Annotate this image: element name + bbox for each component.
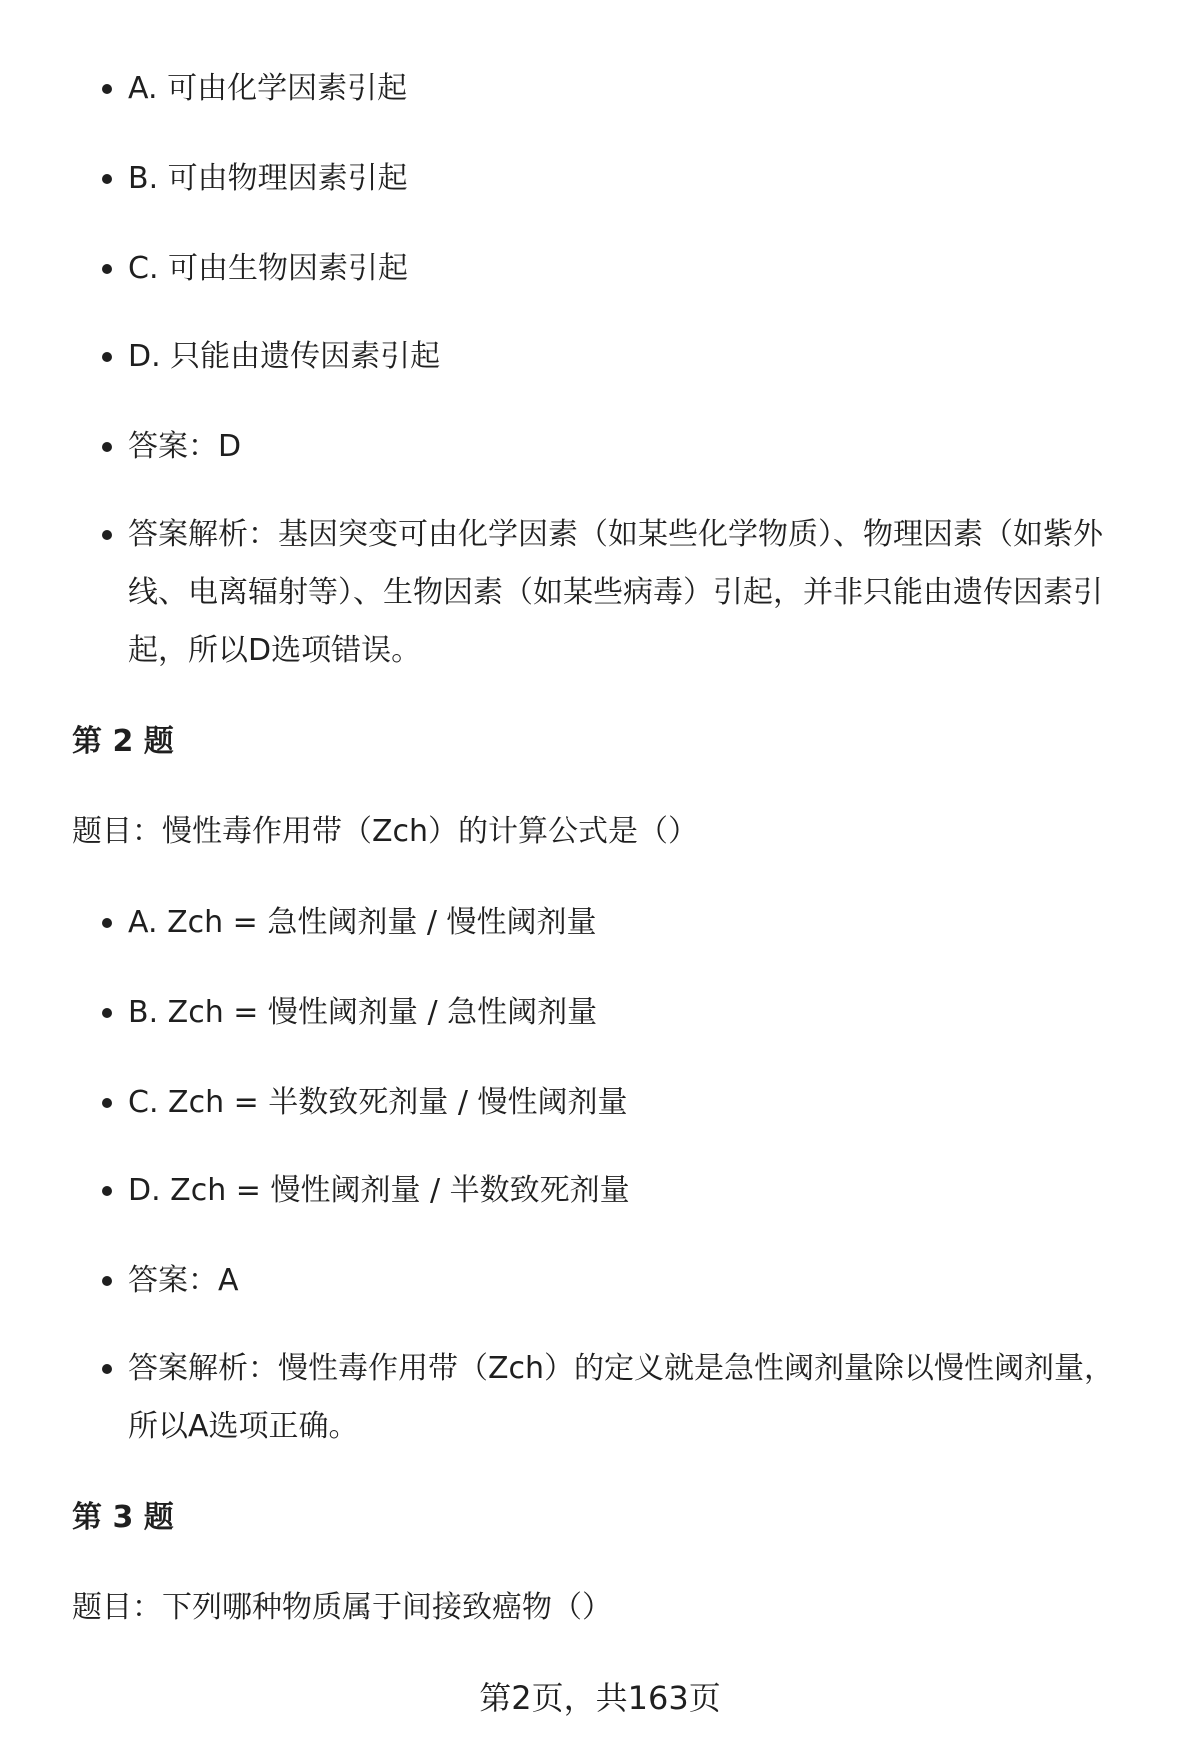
q3-heading: 第 3 题 <box>72 1500 174 1535</box>
q2-option-c: C. Zch = 半数致死剂量 / 慢性阈剂量 <box>128 1074 1138 1132</box>
q1-option-d: D. 只能由遗传因素引起 <box>128 328 1138 386</box>
q1-answer: 答案：D <box>128 418 1138 476</box>
q2-option-a: A. Zch = 急性阈剂量 / 慢性阈剂量 <box>128 894 1138 952</box>
q2-explanation: 答案解析：慢性毒作用带（Zch）的定义就是急性阈剂量除以慢性阈剂量，所以A选项正确。 <box>128 1340 1138 1456</box>
page-footer: 第2页，共163页 <box>479 1679 721 1717</box>
q3-question: 题目：下列哪种物质属于间接致癌物（） <box>72 1590 612 1625</box>
q2-option-b: B. Zch = 慢性阈剂量 / 急性阈剂量 <box>128 984 1138 1042</box>
q1-option-b: B. 可由物理因素引起 <box>128 150 1138 208</box>
q2-answer: 答案：A <box>128 1252 1138 1310</box>
q2-question: 题目：慢性毒作用带（Zch）的计算公式是（） <box>72 814 699 849</box>
q2-heading: 第 2 题 <box>72 724 174 759</box>
q2-option-d: D. Zch = 慢性阈剂量 / 半数致死剂量 <box>128 1162 1138 1220</box>
q1-option-c: C. 可由生物因素引起 <box>128 240 1138 298</box>
q1-explanation: 答案解析：基因突变可由化学因素（如某些化学物质）、物理因素（如紫外线、电离辐射等）、生物因素（如某些病毒）引起，并非只能由遗传因素引起，所以D选项错误。 <box>128 506 1138 680</box>
q1-option-a: A. 可由化学因素引起 <box>128 60 1138 118</box>
